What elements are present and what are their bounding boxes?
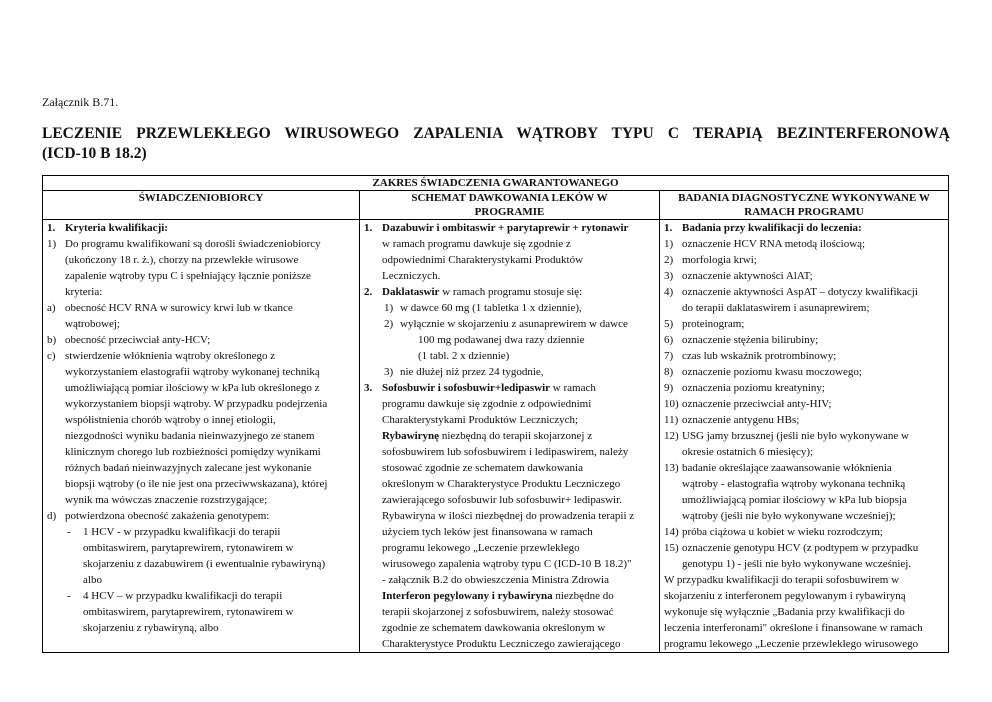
item-text: badanie określające zaawansowanie włóknienia xyxy=(682,462,892,474)
text-line xyxy=(360,620,659,636)
text-line xyxy=(360,252,659,268)
item-number: c) xyxy=(47,350,56,362)
item-number: - xyxy=(67,526,71,538)
item-text: W przypadku kwalifikacji do terapii sofosbuwirem w xyxy=(664,574,900,586)
item-text: Kryteria kwalifikacji: xyxy=(65,222,168,234)
item-text: albo xyxy=(83,574,102,586)
item-text: zgodnie ze schematem dawkowania określonym w xyxy=(382,622,606,634)
text-line xyxy=(43,572,359,588)
diagnostics-column xyxy=(660,220,949,653)
item-text: w dawce 60 mg (1 tabletka 1 x dziennie), xyxy=(400,302,582,314)
item-text: terapii skojarzonej z sofosbuwirem, należy stosować xyxy=(382,606,614,618)
text-line xyxy=(660,604,948,620)
item-number: 3. xyxy=(364,382,373,394)
item-text: oznaczenie poziomu kwasu moczowego; xyxy=(682,366,862,378)
text-line xyxy=(360,300,659,316)
item-number: 1. xyxy=(364,222,373,234)
text-line xyxy=(43,492,359,508)
text-line xyxy=(360,236,659,252)
program-table xyxy=(42,175,949,653)
item-number: 4) xyxy=(664,286,674,298)
text-line xyxy=(43,252,359,268)
text-line xyxy=(360,508,659,524)
text-line xyxy=(360,284,659,300)
text-line xyxy=(360,588,659,604)
text-line xyxy=(660,412,948,428)
item-number: 11) xyxy=(664,414,679,426)
item-text: obecność przeciwciał anty-HCV; xyxy=(65,334,211,346)
text-line xyxy=(360,316,659,332)
item-number: 13) xyxy=(664,462,679,474)
item-text: morfologia krwi; xyxy=(682,254,757,266)
item-number: 8) xyxy=(664,366,674,378)
item-number: 10) xyxy=(664,398,679,410)
item-text: w ramach programu dawkuje się zgodnie z xyxy=(382,238,571,250)
item-text: ombitaswirem, parytaprewirem, rytonawirem w xyxy=(83,542,294,554)
item-text: Daklataswir xyxy=(382,286,440,298)
text-line xyxy=(360,412,659,428)
text-line xyxy=(360,540,659,556)
item-text: określonym w Charakterystyce Produktu Leczniczego xyxy=(382,478,621,490)
item-text: programu dawkuje się zgodnie z odpowiednimi xyxy=(382,398,592,410)
document-title: LECZENIE PRZEWLEKŁEGO WIRUSOWEGO ZAPALENIA WĄTROBY TYPU C TERAPIĄ BEZINTERFERONOWĄ xyxy=(42,125,950,142)
text-line xyxy=(660,396,948,412)
item-text-rest: niezbędne do xyxy=(552,590,614,602)
item-text: do terapii daklataswirem i asunaprewirem; xyxy=(682,302,870,314)
item-number: 2) xyxy=(384,318,394,330)
item-text: Charakterystyce Produktu Leczniczego zawierającego xyxy=(382,638,621,650)
text-line xyxy=(660,492,948,508)
item-text: niezgodności wyniku badania nieinwazyjnego ze stanem xyxy=(65,430,315,442)
item-text: użyciem tych leków jest finansowana w ramach xyxy=(382,526,593,538)
document-title-icd: (ICD-10 B 18.2) xyxy=(42,145,147,162)
item-text: wątrobowej; xyxy=(65,318,120,330)
item-text: odpowiednimi Charakterystykami Produktów xyxy=(382,254,584,266)
text-line xyxy=(43,268,359,284)
item-number: 1) xyxy=(384,302,394,314)
item-text: zawierającego sofosbuwir lub sofosbuwir+ ledipaswir. xyxy=(382,494,622,506)
item-text: wykorzystaniem elastografii wątroby wykonanej techniką xyxy=(65,366,320,378)
text-line xyxy=(43,300,359,316)
text-line xyxy=(660,428,948,444)
item-text: 4 HCV – w przypadku kwalifikacji do terapii xyxy=(83,590,283,602)
item-text-rest: w ramach xyxy=(550,382,596,394)
col3-header-line1: BADANIA DIAGNOSTYCZNE WYKONYWANE W xyxy=(678,192,930,204)
col3-header-line2: RAMACH PROGRAMU xyxy=(744,206,864,218)
item-text: Interferon pegylowany i rybawiryna xyxy=(382,590,553,602)
scope-header: ZAKRES ŚWIADCZENIA GWARANTOWANEGO xyxy=(372,177,619,189)
item-text: - załącznik B.2 do obwieszczenia Ministra Zdrowia xyxy=(382,574,609,586)
item-text: Rybawirynę xyxy=(382,430,440,442)
dosing-column xyxy=(360,220,660,653)
text-line xyxy=(43,588,359,604)
item-text: Do programu kwalifikowani są dorośli świadczeniobiorcy xyxy=(65,238,321,250)
item-text: Badania przy kwalifikacji do leczenia: xyxy=(682,222,862,234)
text-line xyxy=(660,524,948,540)
beneficiaries-column xyxy=(43,220,360,653)
text-line xyxy=(43,540,359,556)
item-number: 3) xyxy=(384,366,394,378)
item-text: 100 mg podawanej dwa razy dziennie xyxy=(418,334,585,346)
text-line xyxy=(43,556,359,572)
text-line xyxy=(360,444,659,460)
item-text: wirusowego zapalenia wątroby typu C (ICD-10 B 18.2)" xyxy=(382,558,632,570)
item-text: stwierdzenie włóknienia wątroby określonego z xyxy=(65,350,276,362)
item-text: programu lekowego „Leczenie przewlekłego wirusowego xyxy=(664,638,919,650)
text-line xyxy=(660,572,948,588)
text-line xyxy=(360,460,659,476)
item-text: skojarzeniu z interferonem pegylowanym i rybawiryną xyxy=(664,590,906,602)
text-line xyxy=(43,332,359,348)
text-line xyxy=(43,284,359,300)
text-line xyxy=(43,428,359,444)
item-number: b) xyxy=(47,334,57,346)
item-text: kryteria: xyxy=(65,286,103,298)
col2-header-line2: PROGRAMIE xyxy=(474,206,545,218)
text-line xyxy=(360,220,659,236)
item-text: współistnienia chorób wątroby o innej etiologii, xyxy=(65,414,276,426)
item-text: genotypu 1) - jeśli nie było wykonywane wcześniej. xyxy=(682,558,912,570)
col1-header: ŚWIADCZENIOBIORCY xyxy=(138,192,264,204)
item-number: 1. xyxy=(664,222,673,234)
text-line xyxy=(660,588,948,604)
item-text: potwierdzona obecność zakażenia genotypem: xyxy=(65,510,270,522)
item-text: biopsji wątroby (o ile nie jest ona przeciwwskazana), której xyxy=(65,478,328,490)
item-text: wykorzystaniem biopsji wątroby. W przypadku podejrzenia xyxy=(65,398,328,410)
annex-label: Załącznik B.71. xyxy=(42,95,119,109)
text-line xyxy=(360,556,659,572)
text-line xyxy=(43,380,359,396)
text-line xyxy=(43,220,359,236)
text-line xyxy=(43,508,359,524)
item-text: wątroby (jeśli nie było wykonywane wcześniej); xyxy=(682,510,896,522)
item-text: Charakterystykami Produktów Leczniczych; xyxy=(382,414,579,426)
item-text: okresie ostatnich 6 miesięcy); xyxy=(682,446,814,458)
text-line xyxy=(660,364,948,380)
text-line xyxy=(43,348,359,364)
text-line xyxy=(360,364,659,380)
item-number: 1) xyxy=(47,238,57,250)
text-line xyxy=(43,396,359,412)
item-text: oznaczenie aktywności AlAT; xyxy=(682,270,813,282)
text-line xyxy=(360,636,659,652)
item-number: 15) xyxy=(664,542,679,554)
text-line xyxy=(360,492,659,508)
text-line xyxy=(43,524,359,540)
text-line xyxy=(660,460,948,476)
item-text: wynik ma wówczas znaczenie rozstrzygające; xyxy=(65,494,268,506)
item-text: oznaczenia poziomu kreatyniny; xyxy=(682,382,825,394)
text-line xyxy=(660,444,948,460)
text-line xyxy=(360,268,659,284)
item-text: nie dłużej niż przez 24 tygodnie, xyxy=(400,366,544,378)
text-line xyxy=(660,620,948,636)
text-line xyxy=(660,476,948,492)
item-text-rest: w ramach programu stosuje się: xyxy=(439,286,583,298)
item-text: skojarzeniu z dazabuwirem (i ewentualnie rybawiryną) xyxy=(83,558,326,570)
text-line xyxy=(660,508,948,524)
text-line xyxy=(360,332,659,348)
text-line xyxy=(43,236,359,252)
item-text: klinicznym chorego lub rozbieżności pomiędzy wynikami xyxy=(65,446,321,458)
item-text: oznaczenie przeciwciał anty-HIV; xyxy=(682,398,832,410)
item-text: oznaczenie HCV RNA metodą ilościową; xyxy=(682,238,866,250)
item-text: wyłącznie w skojarzeniu z asunaprewirem w dawce xyxy=(400,318,628,330)
col3-header-cell xyxy=(660,191,949,220)
text-line xyxy=(660,284,948,300)
item-number: 9) xyxy=(664,382,674,394)
item-text: próba ciążowa u kobiet w wieku rozrodczym; xyxy=(682,526,883,538)
text-line xyxy=(660,556,948,572)
item-text: zapalenie wątroby typu C i spełniający łącznie poniższe xyxy=(65,270,311,282)
text-line xyxy=(660,236,948,252)
item-text: skojarzeniu z rybawiryną, albo xyxy=(83,622,219,634)
item-text: (ukończony 18 r. ż.), chorzy na przewlekłe wirusowe xyxy=(65,254,299,266)
text-line xyxy=(43,444,359,460)
col2-header-line1: SCHEMAT DAWKOWANIA LEKÓW W xyxy=(411,192,608,204)
item-text: oznaczenie stężenia bilirubiny; xyxy=(682,334,819,346)
text-line xyxy=(360,476,659,492)
item-number: 5) xyxy=(664,318,674,330)
item-text: Rybawiryna w ilości niezbędnej do prowadzenia terapii z xyxy=(382,510,635,522)
text-line xyxy=(43,364,359,380)
item-text: (1 tabl. 2 x dziennie) xyxy=(418,350,510,362)
item-text: czas lub wskaźnik protrombinowy; xyxy=(682,350,837,362)
text-line xyxy=(360,380,659,396)
item-number: a) xyxy=(47,302,56,314)
text-line xyxy=(660,636,948,652)
item-text: oznaczenie genotypu HCV (z podtypem w przypadku xyxy=(682,542,919,554)
item-text-rest: niezbędną do terapii skojarzonej z xyxy=(439,430,593,442)
item-text: obecność HCV RNA w surowicy krwi lub w tkance xyxy=(65,302,293,314)
text-line xyxy=(660,380,948,396)
text-line xyxy=(43,460,359,476)
item-text: programu lekowego „Leczenie przewlekłego xyxy=(382,542,580,554)
text-line xyxy=(43,316,359,332)
item-number: 14) xyxy=(664,526,679,538)
item-text: USG jamy brzusznej (jeśli nie było wykonywane w xyxy=(682,430,909,442)
item-number: - xyxy=(67,590,71,602)
item-number: 2) xyxy=(664,254,674,266)
text-line xyxy=(360,396,659,412)
item-text: Sofosbuwir i sofosbuwir+ledipaswir xyxy=(382,382,551,394)
text-line xyxy=(660,300,948,316)
item-number: 12) xyxy=(664,430,679,442)
text-line xyxy=(660,540,948,556)
item-text: wykonuje się wyłącznie „Badania przy kwalifikacji do xyxy=(664,606,905,618)
text-line xyxy=(360,524,659,540)
item-number: 7) xyxy=(664,350,674,362)
item-text: leczenia interferonami" określone i finansowane w ramach xyxy=(664,622,923,634)
item-number: 1. xyxy=(47,222,56,234)
text-line xyxy=(660,316,948,332)
text-line xyxy=(660,332,948,348)
text-line xyxy=(360,604,659,620)
item-number: 1) xyxy=(664,238,674,250)
item-number: 3) xyxy=(664,270,674,282)
item-text: umożliwiającą pomiar ilościowy w kPa lub biopsja xyxy=(682,494,907,506)
text-line xyxy=(660,220,948,236)
item-text: umożliwiającą pomiar ilościowy w kPa lub określonego z xyxy=(65,382,320,394)
item-text: wątroby - elastografia wątroby wykonana techniką xyxy=(682,478,906,490)
item-number: 6) xyxy=(664,334,674,346)
item-number: 2. xyxy=(364,286,373,298)
item-text: Dazabuwir i ombitaswir + parytaprewir + rytonawir xyxy=(382,222,629,234)
col2-header-cell xyxy=(360,191,660,220)
text-line xyxy=(660,348,948,364)
scope-header-cell xyxy=(43,176,949,191)
item-text: oznaczenie aktywności AspAT – dotyczy kwalifikacji xyxy=(682,286,918,298)
item-text: różnych badań nieinwazyjnych zalecane jest wykonanie xyxy=(65,462,312,474)
item-text: proteinogram; xyxy=(682,318,745,330)
text-line xyxy=(43,620,359,636)
item-text: oznaczenie antygenu HBs; xyxy=(682,414,800,426)
text-line xyxy=(660,268,948,284)
item-text: 1 HCV - w przypadku kwalifikacji do terapii xyxy=(83,526,281,538)
text-line xyxy=(660,252,948,268)
item-number: d) xyxy=(47,510,57,522)
item-text: ombitaswirem, parytaprewirem, rytonawirem w xyxy=(83,606,294,618)
item-text: sofosbuwirem lub sofosbuwirem i ledipaswirem, należy xyxy=(382,446,629,458)
text-line xyxy=(360,348,659,364)
col1-header-cell xyxy=(43,191,360,220)
item-text: stosować zgodnie ze schematem dawkowania xyxy=(382,462,583,474)
text-line xyxy=(43,412,359,428)
text-line xyxy=(43,604,359,620)
text-line xyxy=(360,572,659,588)
text-line xyxy=(43,476,359,492)
text-line xyxy=(360,428,659,444)
item-text: Leczniczych. xyxy=(382,270,441,282)
